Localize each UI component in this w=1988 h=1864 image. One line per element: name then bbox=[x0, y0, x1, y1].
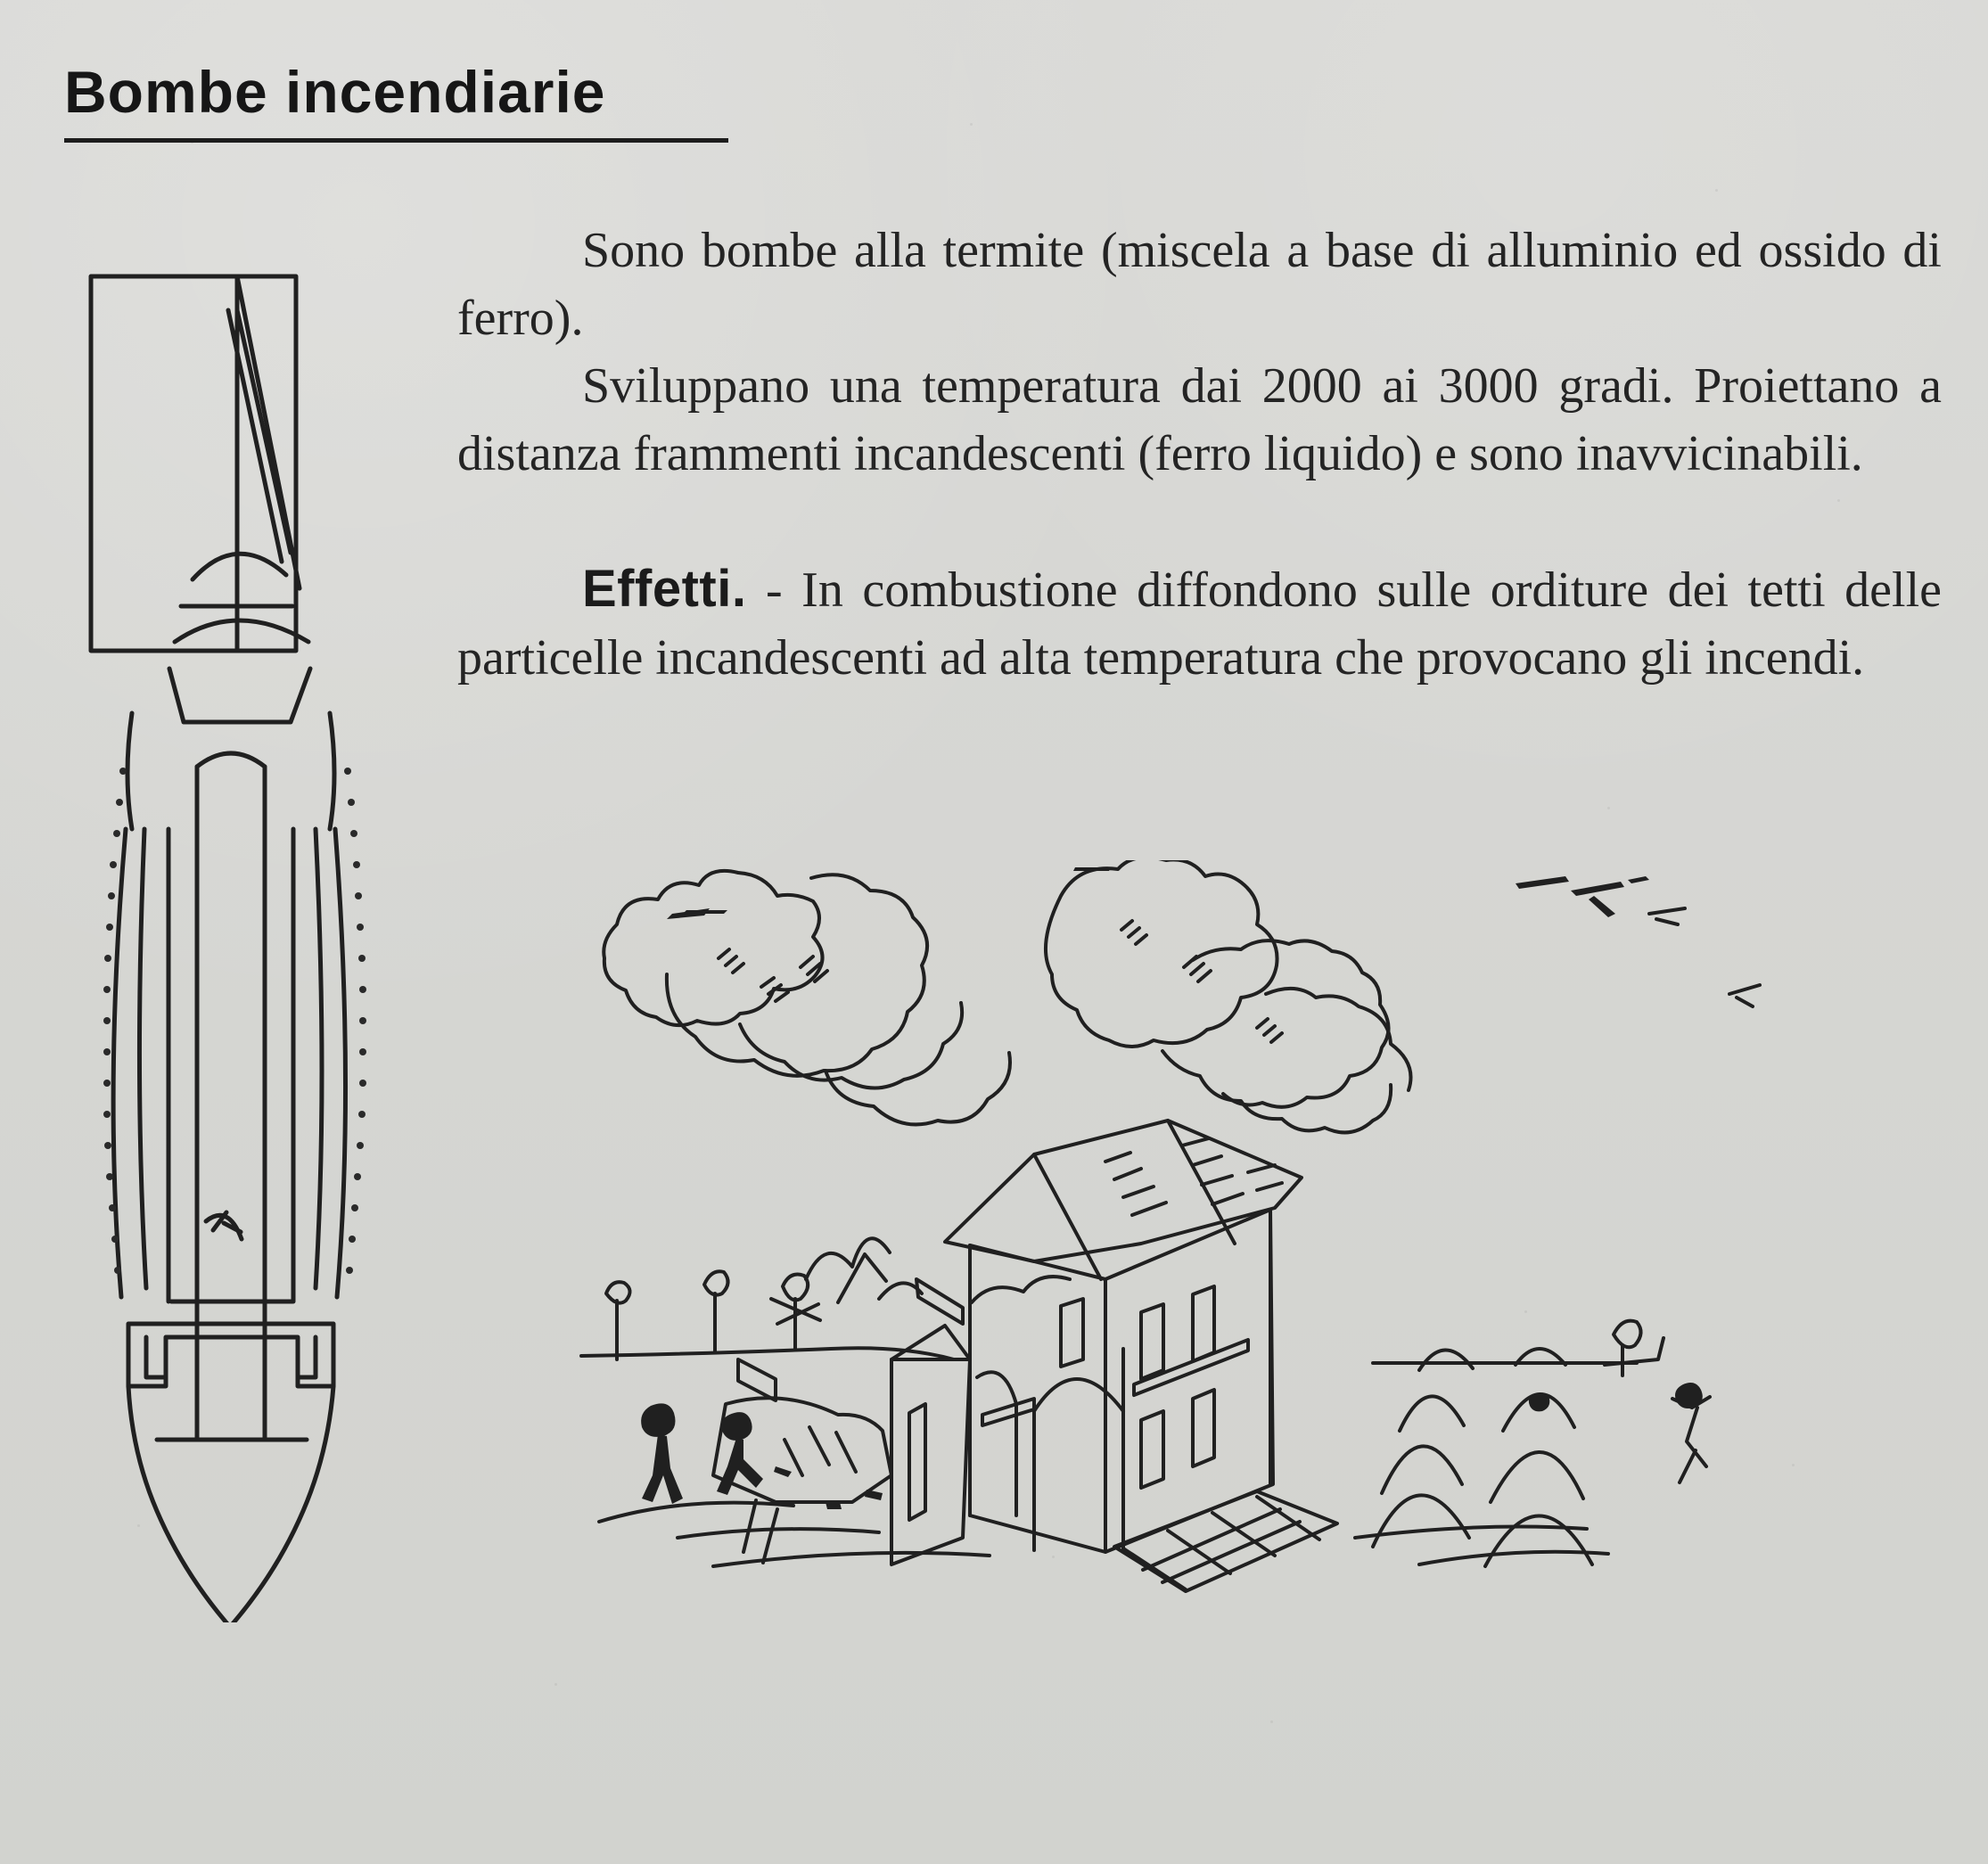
effects-paragraph bbox=[457, 555, 1942, 692]
article-body bbox=[457, 217, 1942, 692]
paragraph-1: Sono bombe alla termite (miscela a base di alluminio ed ossido di ferro). bbox=[457, 223, 1942, 346]
effects-label: Effetti. bbox=[582, 560, 747, 618]
incendiary-bomb-diagram-icon bbox=[86, 259, 389, 1622]
burning-house-scene-icon bbox=[571, 860, 1863, 1823]
title-underline bbox=[64, 138, 728, 143]
effects-text: - In combustione diffondono sulle orditure dei tetti delle particelle incandescenti ad alta temperatura che provocano gli incendi. bbox=[457, 562, 1943, 686]
page-title: Bombe incendiarie bbox=[64, 59, 606, 125]
paragraph-2: Sviluppano una temperatura dai 2000 ai 3000 gradi. Proiettano a distanza frammenti incandescenti (ferro liquido) e sono inavvicinabili. bbox=[457, 358, 1942, 481]
